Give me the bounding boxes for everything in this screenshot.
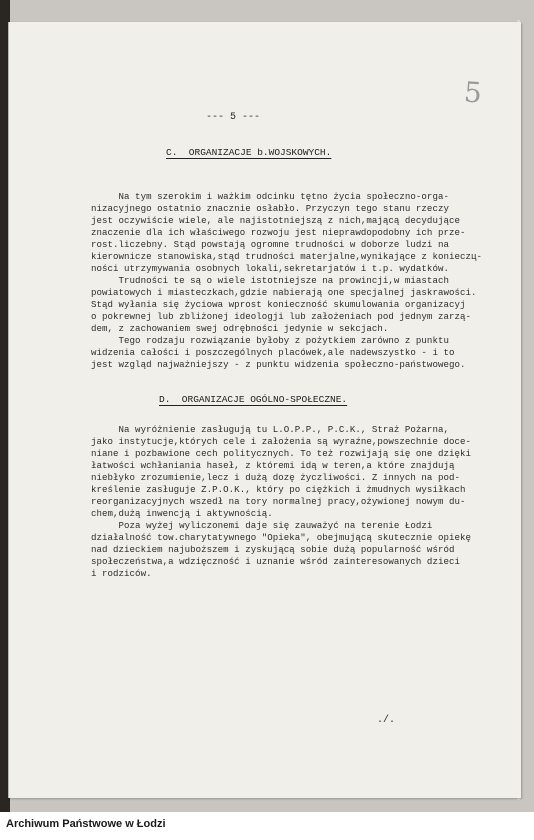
text-line: o pokrewnej lub zbliżonej ideologji lub założeniach pod jednym zarzą- bbox=[91, 311, 471, 322]
text-line: Tego rodzaju rozwiązanie byłoby z pożytkiem zarówno z punktu bbox=[91, 335, 449, 346]
text-line: Na wyróżnienie zasługują tu L.O.P.P., P.C.K., Straż Pożarna, bbox=[91, 424, 449, 435]
closing-mark: ./. bbox=[377, 715, 396, 726]
text-line: rost.liczebny. Stąd powstają ogromne trudności w doborze ludzi na bbox=[91, 239, 449, 250]
text-line: łatwości wchłaniania haseł, z któremi idą w teren,a które znajdują bbox=[91, 460, 455, 471]
text-line: jest oczywiście wiele, ale najistotniejszą z nich,mającą decydujące bbox=[91, 215, 460, 226]
document-page bbox=[8, 22, 521, 798]
page-number: --- 5 --- bbox=[206, 112, 261, 123]
text-line: Trudności te są o wiele istotniejsze na prowincji,w miastach bbox=[91, 275, 449, 286]
text-line: chem,dużą inwencją i aktywnością. bbox=[91, 508, 273, 519]
text-line: widzenia całości i poszczególnych placówek,ale nadewszystko - i to bbox=[91, 347, 455, 358]
text-line: reorganizacyjnych wszedł na tory normalnej pracy,ożywionej nowym du- bbox=[91, 496, 466, 507]
text-line: nad dzieckiem najuboższem i zyskującą sobie dużą popularność wśród bbox=[91, 544, 455, 555]
section-d-heading: D. ORGANIZACJE OGÓLNO-SPOŁECZNE. bbox=[159, 394, 348, 405]
text-line: jako instytucje,których cele i założenia są wyraźne,powszechnie doce- bbox=[91, 436, 471, 447]
text-line: Stąd wyłania się życiowa wprost konieczność skumulowania organizacyj bbox=[91, 299, 466, 310]
text-line: społeczeństwa,a wdzięczność i uznanie wśród zainteresowanych dzieci bbox=[91, 556, 460, 567]
text-line: ności utrzymywania osobnych lokali,sekretarjatów i t.p. wydatków. bbox=[91, 263, 449, 274]
text-line: Na tym szerokim i ważkim odcinku tętno życia społeczno-orga- bbox=[91, 191, 449, 202]
text-line: niane i pozbawione cech politycznych. To też rozwijają się one dzięki bbox=[91, 448, 471, 459]
text-line: Poza wyżej wyliczonemi daje się zauważyć na terenie Łodzi bbox=[91, 520, 433, 531]
text-line: znaczenie dla ich właściwego rozwoju jest nieprawdopodobny ich prze- bbox=[91, 227, 466, 238]
text-line: powiatowych i miasteczkach,gdzie nabierają one specjalnej jaskrawości. bbox=[91, 287, 477, 298]
text-line: jest wzgląd najważniejszy - z punktu widzenia społeczno-państwowego. bbox=[91, 359, 466, 370]
text-line: kreślenie zasługuje Z.P.O.K., który po ciężkich i żmudnych wysiłkach bbox=[91, 484, 466, 495]
text-line: dem, z zachowaniem swej odrębności jedynie w sekcjach. bbox=[91, 323, 389, 334]
section-c-heading: C. ORGANIZACJE b.WOJSKOWYCH. bbox=[166, 147, 332, 158]
margin-page-number: 5 bbox=[462, 75, 483, 110]
text-line: niebłyko zrozumienie,lecz i dużą dozę życzliwości. Z innych na pod- bbox=[91, 472, 460, 483]
text-line: nizacyjnego ostatnio znacznie osłabło. Przyczyn tego stanu rzeczy bbox=[91, 203, 449, 214]
text-line: działalność tow.charytatywnego "Opieka", obejmującą skutecznie opiekę bbox=[91, 532, 471, 543]
text-line: kierowniczе stanowiska,stąd trudności materjalne,wynikające z konieczц- bbox=[91, 251, 483, 262]
archive-footer bbox=[0, 812, 534, 840]
archive-label: Archiwum Państwowe w Łodzi bbox=[6, 818, 166, 830]
text-line: i rodziców. bbox=[91, 568, 152, 579]
